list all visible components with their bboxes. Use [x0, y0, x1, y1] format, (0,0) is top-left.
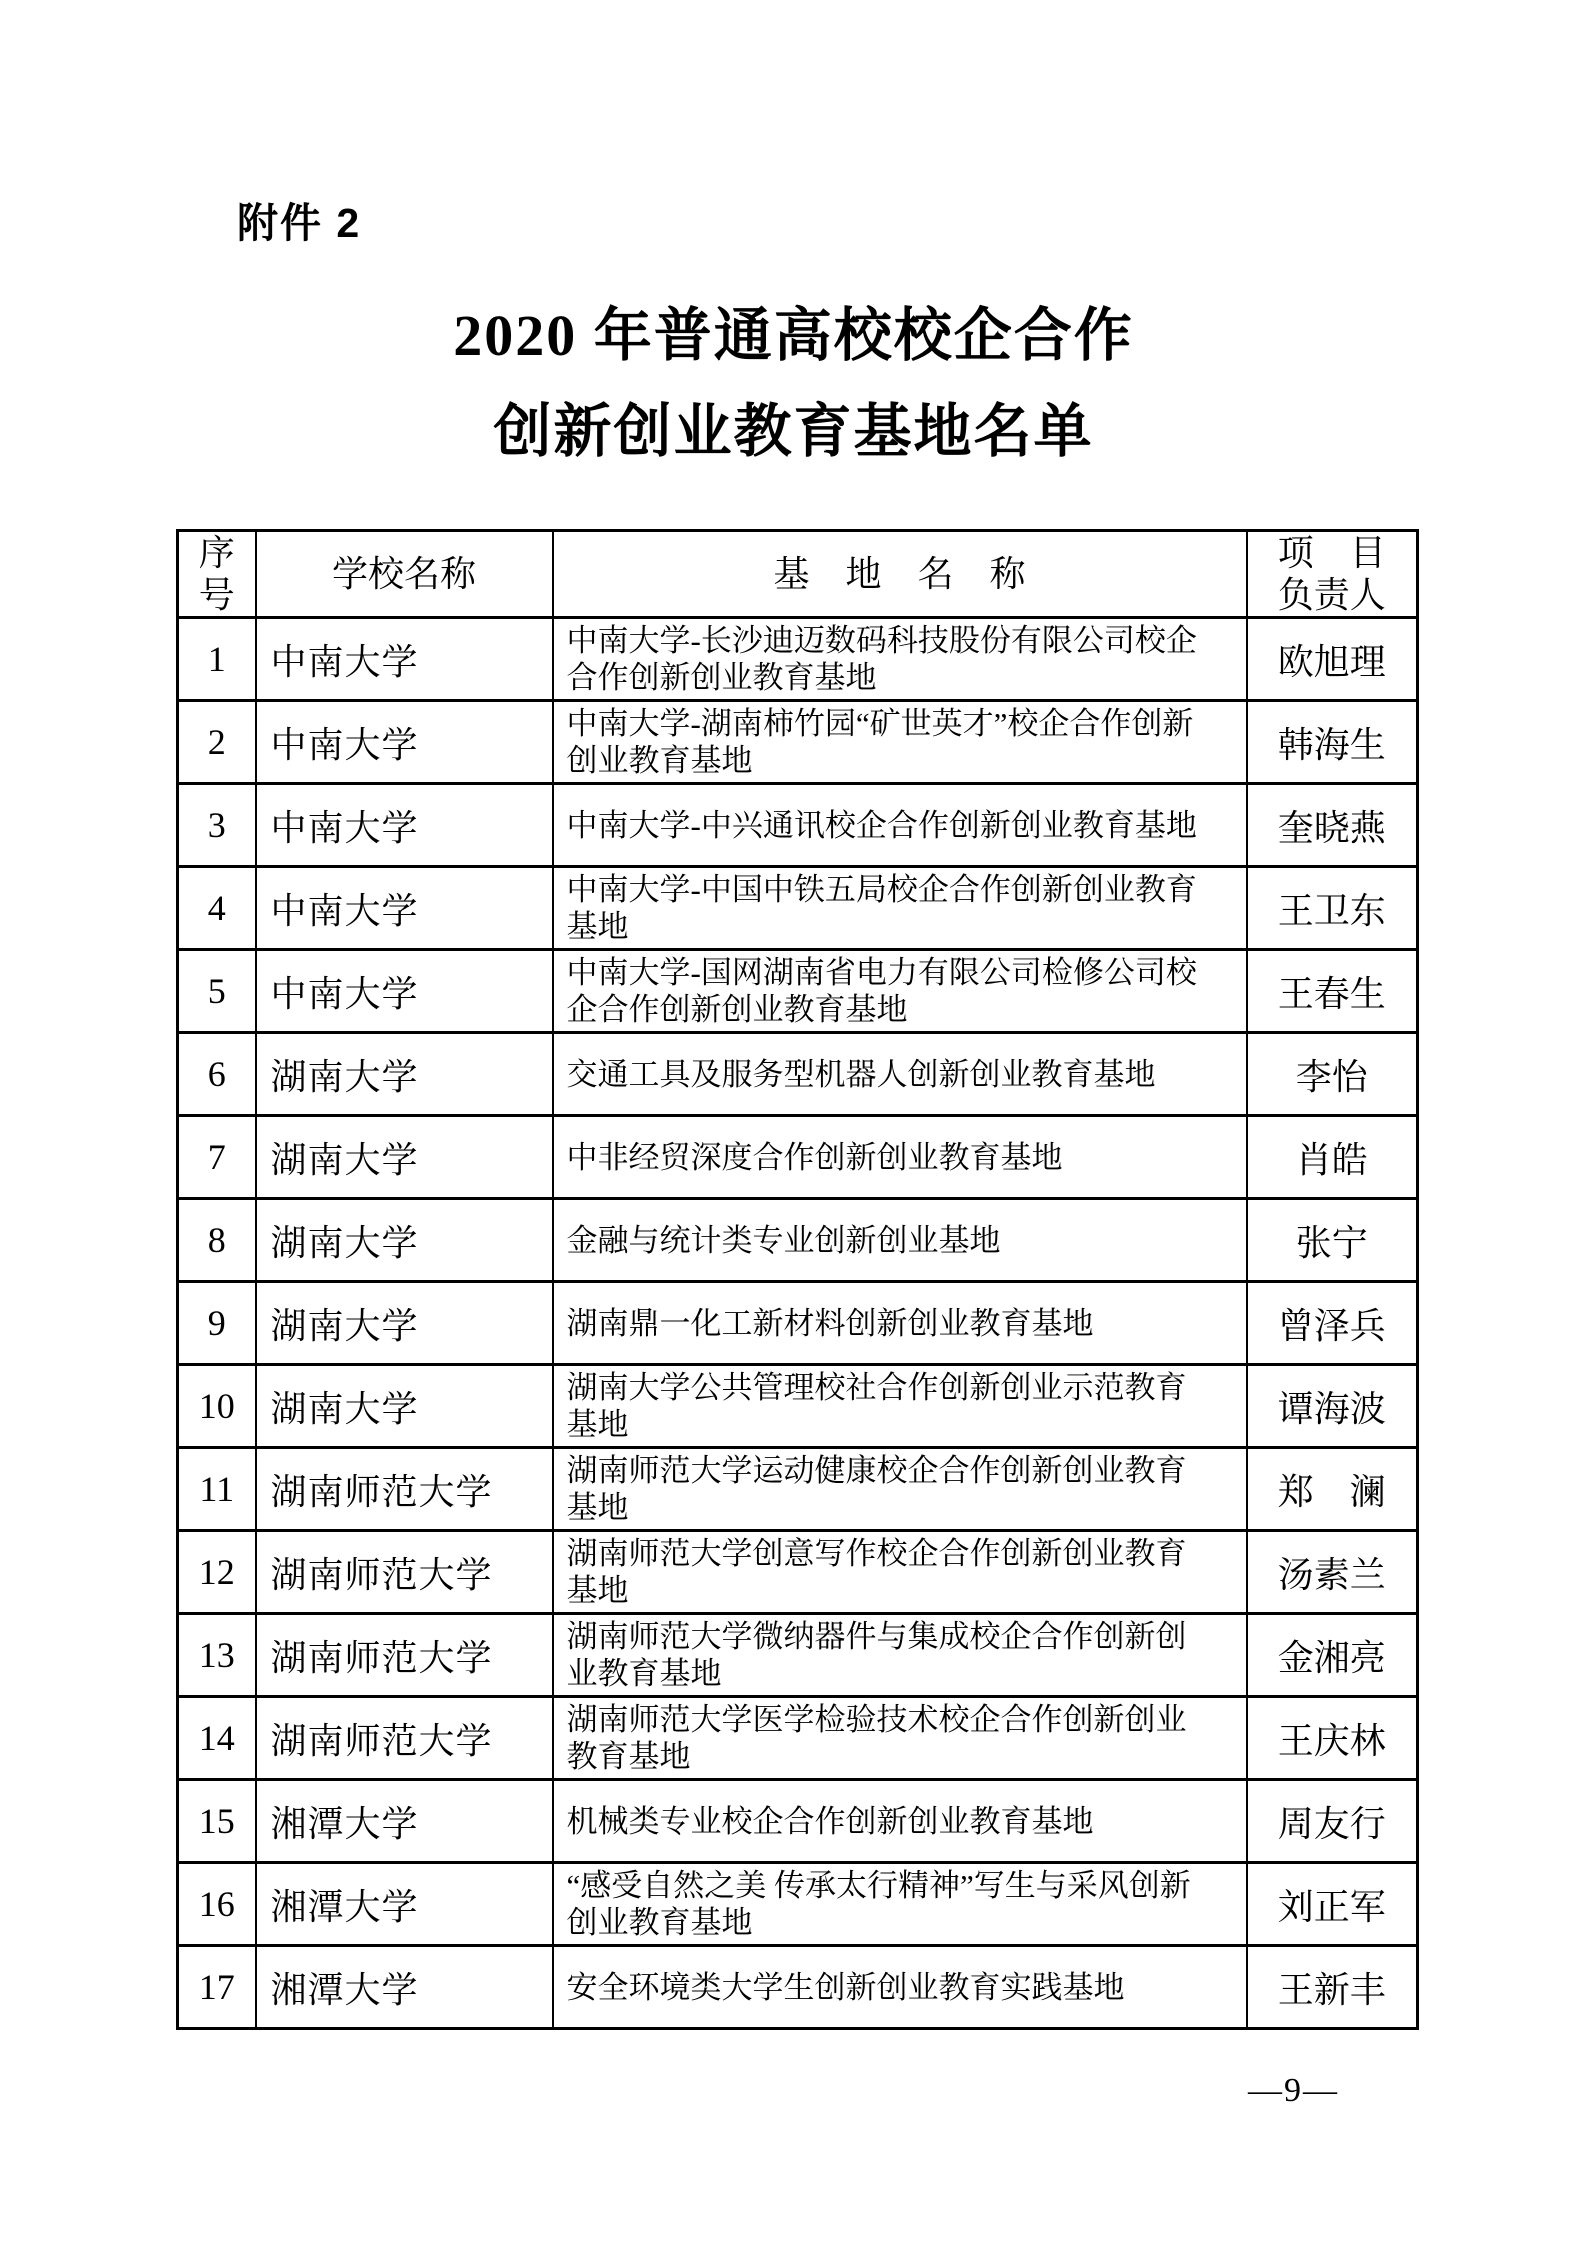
- leader-name-cell: 李怡: [1247, 1033, 1418, 1116]
- table-row: [178, 618, 1418, 701]
- leader-name-cell: 谭海波: [1247, 1365, 1418, 1448]
- table-row: [178, 701, 1418, 784]
- table-row: [178, 1448, 1418, 1531]
- leader-name-cell: 肖皓: [1247, 1116, 1418, 1199]
- table-row: [178, 1199, 1418, 1282]
- title-line-1: 2020 年普通高校校企合作: [453, 303, 1134, 368]
- table-row: [178, 867, 1418, 950]
- school-name-cell: 中南大学: [256, 867, 553, 950]
- school-name-cell: 湖南大学: [256, 1365, 553, 1448]
- base-name-cell: 中南大学-长沙迪迈数码科技股份有限公司校企合作创新创业教育基地: [553, 618, 1247, 701]
- row-index-cell: 12: [178, 1531, 256, 1614]
- leader-name-cell: 韩海生: [1247, 701, 1418, 784]
- base-name-cell: 湖南师范大学运动健康校企合作创新创业教育基地: [553, 1448, 1247, 1531]
- row-index-cell: 16: [178, 1863, 256, 1946]
- base-name-cell: 中非经贸深度合作创新创业教育基地: [553, 1116, 1247, 1199]
- base-name-cell: “感受自然之美 传承太行精神”写生与采风创新创业教育基地: [553, 1863, 1247, 1946]
- table-row: [178, 784, 1418, 867]
- base-name-cell: 中南大学-中兴通讯校企合作创新创业教育基地: [553, 784, 1247, 867]
- row-index-cell: 3: [178, 784, 256, 867]
- attachment-label: 附件 2: [237, 200, 362, 246]
- table-row: [178, 1531, 1418, 1614]
- base-name-cell: 安全环境类大学生创新创业教育实践基地: [553, 1946, 1247, 2029]
- table-row: [178, 1780, 1418, 1863]
- school-name-cell: 湖南师范大学: [256, 1697, 553, 1780]
- header-leader-label-line2: 负责人: [1277, 575, 1386, 615]
- school-name-cell: 湖南大学: [256, 1116, 553, 1199]
- row-index-cell: 17: [178, 1946, 256, 2029]
- school-name-cell: 中南大学: [256, 950, 553, 1033]
- base-name-cell: 中南大学-中国中铁五局校企合作创新创业教育基地: [553, 867, 1247, 950]
- base-name-cell: 中南大学-国网湖南省电力有限公司检修公司校企合作创新创业教育基地: [553, 950, 1247, 1033]
- school-name-cell: 中南大学: [256, 701, 553, 784]
- base-name-cell: 中南大学-湖南柿竹园“矿世英才”校企合作创新创业教育基地: [553, 701, 1247, 784]
- header-school: [256, 531, 553, 618]
- table-body: [178, 618, 1418, 2029]
- header-leader: [1247, 531, 1418, 618]
- school-name-cell: 中南大学: [256, 784, 553, 867]
- base-list-table: [176, 529, 1419, 2030]
- table-row: [178, 1116, 1418, 1199]
- leader-name-cell: 周友行: [1247, 1780, 1418, 1863]
- table-row: [178, 1863, 1418, 1946]
- row-index-cell: 14: [178, 1697, 256, 1780]
- school-name-cell: 湖南师范大学: [256, 1448, 553, 1531]
- base-name-cell: 湖南鼎一化工新材料创新创业教育基地: [553, 1282, 1247, 1365]
- school-name-cell: 湘潭大学: [256, 1946, 553, 2029]
- row-index-cell: 2: [178, 701, 256, 784]
- header-base: [553, 531, 1247, 618]
- school-name-cell: 湖南师范大学: [256, 1531, 553, 1614]
- header-leader-label-line1: 项 目: [1277, 533, 1386, 573]
- base-name-cell: 湖南师范大学创意写作校企合作创新创业教育基地: [553, 1531, 1247, 1614]
- row-index-cell: 9: [178, 1282, 256, 1365]
- row-index-cell: 13: [178, 1614, 256, 1697]
- leader-name-cell: 张宁: [1247, 1199, 1418, 1282]
- page-number: —9—: [1248, 2072, 1339, 2109]
- leader-name-cell: 王庆林: [1247, 1697, 1418, 1780]
- title-line-2: 创新创业教育基地名单: [493, 399, 1094, 464]
- school-name-cell: 湘潭大学: [256, 1780, 553, 1863]
- school-name-cell: 湖南大学: [256, 1282, 553, 1365]
- base-name-cell: 机械类专业校企合作创新创业教育基地: [553, 1780, 1247, 1863]
- school-name-cell: 湘潭大学: [256, 1863, 553, 1946]
- header-base-label: 基 地 名 称: [773, 554, 1026, 594]
- base-name-cell: 交通工具及服务型机器人创新创业教育基地: [553, 1033, 1247, 1116]
- leader-name-cell: 奎晓燕: [1247, 784, 1418, 867]
- school-name-cell: 湖南大学: [256, 1199, 553, 1282]
- leader-name-cell: 欧旭理: [1247, 618, 1418, 701]
- table-row: [178, 950, 1418, 1033]
- base-name-cell: 湖南大学公共管理校社合作创新创业示范教育基地: [553, 1365, 1247, 1448]
- table-row: [178, 1365, 1418, 1448]
- row-index-cell: 6: [178, 1033, 256, 1116]
- school-name-cell: 湖南师范大学: [256, 1614, 553, 1697]
- row-index-cell: 5: [178, 950, 256, 1033]
- leader-name-cell: 王春生: [1247, 950, 1418, 1033]
- school-name-cell: 湖南大学: [256, 1033, 553, 1116]
- leader-name-cell: 郑 澜: [1247, 1448, 1418, 1531]
- leader-name-cell: 刘正军: [1247, 1863, 1418, 1946]
- table-row: [178, 1614, 1418, 1697]
- base-name-cell: 湖南师范大学医学检验技术校企合作创新创业教育基地: [553, 1697, 1247, 1780]
- leader-name-cell: 王卫东: [1247, 867, 1418, 950]
- leader-name-cell: 曾泽兵: [1247, 1282, 1418, 1365]
- row-index-cell: 11: [178, 1448, 256, 1531]
- row-index-cell: 8: [178, 1199, 256, 1282]
- base-name-cell: 湖南师范大学微纳器件与集成校企合作创新创业教育基地: [553, 1614, 1247, 1697]
- table-row: [178, 1697, 1418, 1780]
- row-index-cell: 4: [178, 867, 256, 950]
- row-index-cell: 10: [178, 1365, 256, 1448]
- row-index-cell: 1: [178, 618, 256, 701]
- table-row: [178, 1946, 1418, 2029]
- header-school-label: 学校名称: [331, 554, 476, 594]
- leader-name-cell: 汤素兰: [1247, 1531, 1418, 1614]
- table-header-row: [178, 531, 1418, 618]
- table-row: [178, 1033, 1418, 1116]
- document-title: [0, 288, 1587, 480]
- row-index-cell: 7: [178, 1116, 256, 1199]
- header-index: [178, 531, 256, 618]
- header-index-label: 序号: [198, 533, 235, 615]
- school-name-cell: 中南大学: [256, 618, 553, 701]
- leader-name-cell: 王新丰: [1247, 1946, 1418, 2029]
- base-name-cell: 金融与统计类专业创新创业基地: [553, 1199, 1247, 1282]
- table-row: [178, 1282, 1418, 1365]
- row-index-cell: 15: [178, 1780, 256, 1863]
- leader-name-cell: 金湘亮: [1247, 1614, 1418, 1697]
